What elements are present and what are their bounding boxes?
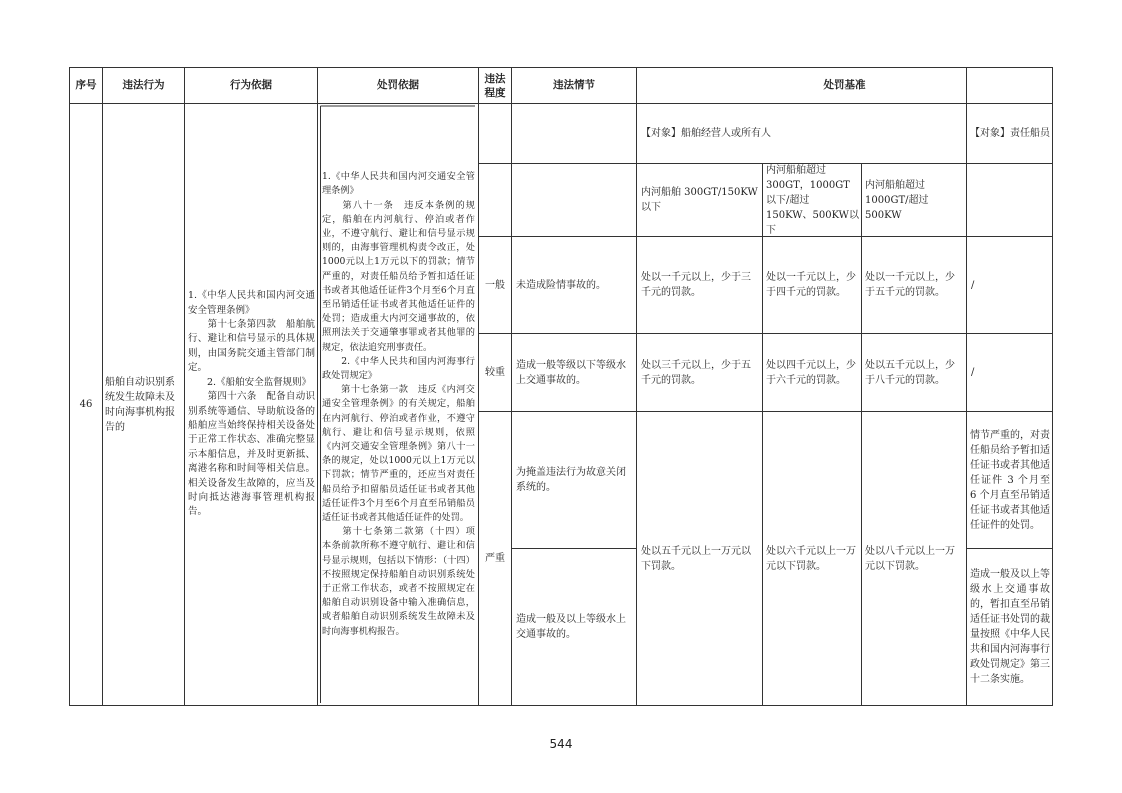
degree-severe: 严重 [485,553,505,564]
tier-small: 内河船舶 300GT/150KW 以下 [641,187,758,213]
crew-penalty-general: / [971,279,975,291]
row-number: 46 [79,399,93,410]
header-circumstance: 违法情节 [553,79,595,91]
circumstance-serious: 造成一般等级以下等级水上交通事故的。 [516,359,626,386]
tier-large: 内河船舶超过1000GT/超过500KW [865,179,929,221]
circumstance-severe-b: 造成一般及以上等级水上交通事故的。 [516,614,626,640]
header-basis: 行为依据 [230,79,272,91]
penalty-serious-tier2: 处以四千元以上，少于六千元的罚款。 [766,359,856,386]
circumstance-severe-a: 为掩盖违法行为故意关闭系统的。 [516,467,626,493]
header-penalty-basis: 处罚依据 [377,79,419,91]
header-degree: 违法 程度 [484,72,506,99]
penalty-severe-tier2: 处以六千元以上一万元以下罚款。 [766,545,856,572]
page-number: 544 [549,737,573,751]
crew-penalty-serious: / [971,367,975,378]
crew-penalty-severe-a: 情节严重的，对责任船员给予暂扣适任证书或者其他适任证件 3 个月至 6 个月直至吊销适任证书或者其他适任证件的处罚。 [970,429,1050,531]
object-crew: 【对象】责任船员 [970,128,1050,139]
violation-act: 船舶自动识别系统发生故障未及时向海事机构报告的 [105,376,175,433]
crew-penalty-severe-b: 造成一般及以上等级水上交通事故的，暂扣直至吊销适任证书处罚的裁量按照《中华人民共和国内河海事行政处罚规定》第三十二条实施。 [970,569,1050,685]
object-owner: 【对象】船舶经营人或所有人 [641,128,771,139]
penalty-severe-tier1: 处以五千元以上一万元以下罚款。 [641,545,751,572]
penalty-serious-tier3: 处以五千元以上，少于八千元的罚款。 [865,359,955,386]
header-act: 违法行为 [122,79,165,91]
header-standard: 处罚基准 [823,79,866,91]
penalty-general-tier3: 处以一千元以上，少于五千元的罚款。 [865,272,955,298]
penalty-basis: 1.《中华人民共和国内河交通安全管理条例》 第八十一条 违反本条例的规定，船舶在内河航行、停泊或者作业，不遵守航行、避让和信号显示规则的，由海事管理机构责令改正，处1000元以上1万元以下的罚款；情节严重的，对责任船员给予暂扣适任证书或者其他适任证件3个月至6个月直至吊销适任证书或者其他适任证件的处罚；造成重大内河交通事故的，依照刑法关于交通肇事罪或者其他罪的规定，依法追究刑事责任。 2.《中华人民共和国内河海事行政处罚规定》 第十七条第一款 违反《内河交通安全管理条例》的有关规定，船舶在内河航行、停泊或者作业，不遵守航行、避让和信号显示规则，依照《内河交通安全管理条例》第八十一条的规定，处以1000元以上1万元以下罚款；情节严重的，还应当对责任船员给予扣留船员适任证书或者其他适任证件3个月至6个月直至吊销船员适任证书或者其他适任证件的处罚。 第十七条第二款第（十四）项 本条前款所称不遵守航行、避让和信号显示规则，包括以下情形：（十四）不按照规定保持船舶自动识别系统处于正常工作状态，或者不按照规定在船舶自动识别设备中输入准确信息，或者船舶自动识别系统发生故障未及时向海事机构报告。 [322,171,475,637]
penalty-general-tier1: 处以一千元以上，少于三千元的罚款。 [641,272,751,298]
header-no: 序号 [75,79,97,91]
penalty-severe-tier3: 处以八千元以上一万元以下罚款。 [865,545,955,572]
degree-serious: 较重 [485,367,505,378]
violation-basis: 1.《中华人民共和国内河交通安全管理条例》 第十七条第四款 船舶航行、避让和信号显示的具体规则，由国务院交通主管部门制定。 2.《船舶安全监督规则》 第四十六条 配备自动识别系统等通信、导助航设备的船舶应当始终保持相关设备处于正常工作状态、准确完整显示本船信息，并及时更新抵、离港名称和时间等相关信息。相关设备发生故障的，应当及时向抵达港海事管理机构报告。 [188,290,315,518]
penalty-general-tier2: 处以一千元以上，少于四千元的罚款。 [766,272,856,298]
circumstance-general: 未造成险情事故的。 [516,279,606,291]
degree-general: 一般 [485,279,505,291]
tier-medium: 内河船舶超过300GT，1000GT以下/超过 150KW、500KW以下 [766,164,859,236]
penalty-serious-tier1: 处以三千元以上，少于五千元的罚款。 [641,359,751,386]
